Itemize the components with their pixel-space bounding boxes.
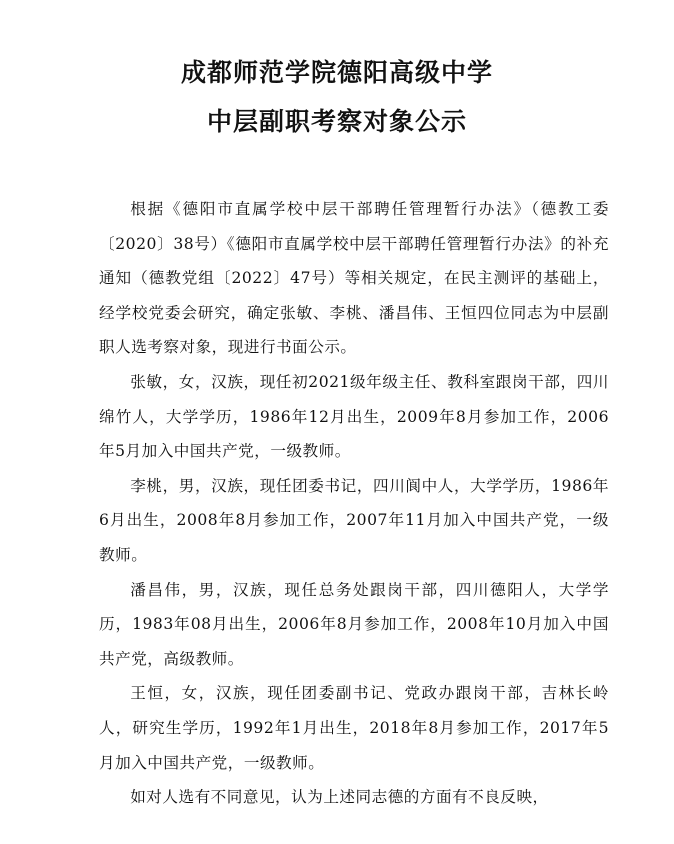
paragraph-candidate-wang-heng: 王恒，女，汉族，现任团委副书记、党政办跟岗干部，吉林长岭人，研究生学历，1992年1月出生，2018年8月参加工作，2017年5月加入中国共产党，一级教师。	[99, 684, 609, 772]
document-title-line-2: 中层副职考察对象公示	[206, 107, 467, 136]
paragraph-candidate-pan-changwei: 潘昌伟，男，汉族，现任总务处跟岗干部，四川德阳人，大学学历，1983年08月出生，2006年8月参加工作，2008年10月加入中国共产党，高级教师。	[99, 580, 609, 668]
paragraph-candidate-zhang-min: 张敏，女，汉族，现任初2021级年级主任、教科室跟岗干部，四川绵竹人，大学学历，1986年12月出生，2009年8月参加工作，2006年5月加入中国共产党，一级教师。	[99, 372, 609, 461]
paragraph-objection-notice: 如对人选有不同意见，认为上述同志德的方面有不良反映，	[130, 788, 549, 807]
paragraph-intro: 根据《德阳市直属学校中层干部聘任管理暂行办法》（德教工委〔2020〕38号）《德阳市直属学校中层干部聘任管理暂行办法》的补充通知（德教党组〔2022〕47号）等相关规定，在民主测评的基础上，经学校党委会研究，确定张敏、李桃、潘昌伟、王恒四位同志为中层副职人选考察对象，现进行书面公示。	[99, 200, 609, 357]
paragraph-candidate-li-tao: 李桃，男，汉族，现任团委书记，四川阆中人，大学学历，1986年6月出生，2008年8月参加工作，2007年11月加入中国共产党，一级教师。	[99, 476, 609, 564]
document-title-line-1: 成都师范学院德阳高级中学	[180, 58, 493, 87]
document-body	[99, 192, 609, 815]
